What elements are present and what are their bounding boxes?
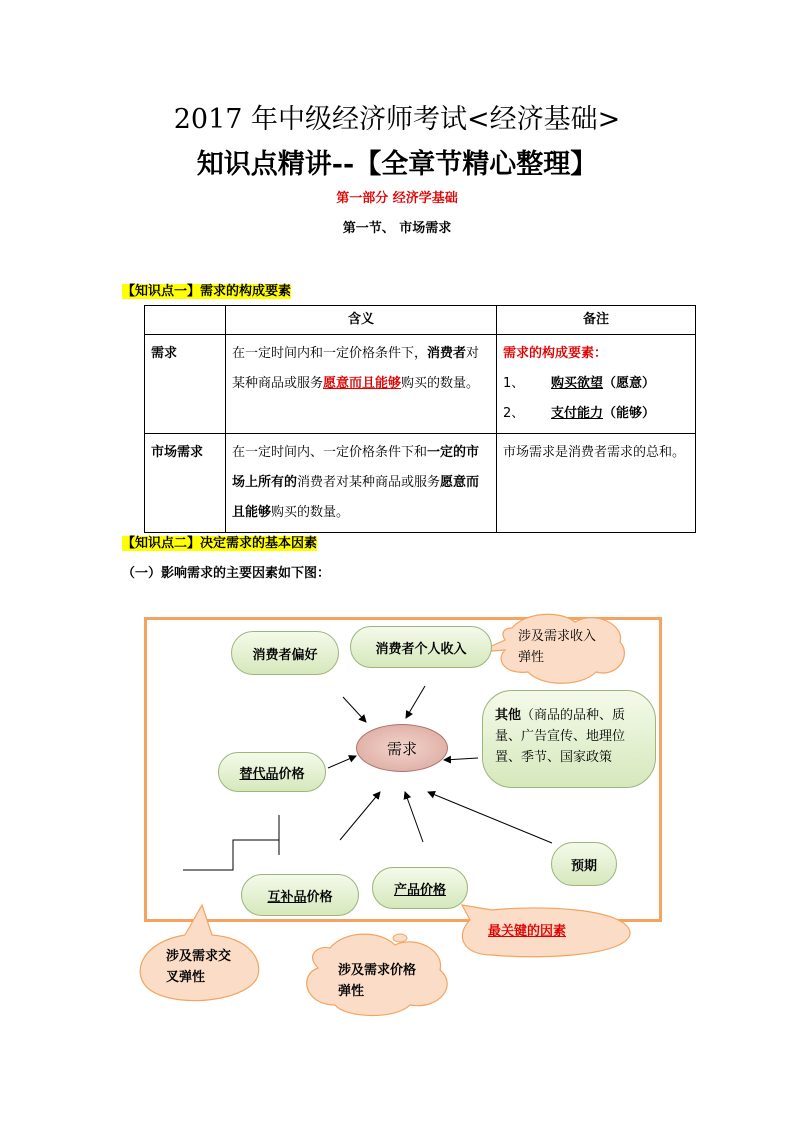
title-line-1: 2017 年中级经济师考试<经济基础> <box>173 104 621 135</box>
complement-price-node: 互补品 价格 <box>241 874 359 916</box>
preference-node: 消费者偏好 <box>231 631 339 675</box>
step-line <box>183 840 279 870</box>
note-item: 2、 支付能力（能够） <box>503 406 656 421</box>
part-heading: 第一部分 经济学基础 <box>336 191 458 206</box>
header-cell-meaning: 含义 <box>226 306 497 335</box>
section-heading: 第一节、 市场需求 <box>342 221 452 236</box>
cross-elasticity-note: 涉及需求交叉弹性 <box>166 949 232 985</box>
arrow-from-substitute <box>328 756 356 768</box>
price-elasticity-note: 涉及需求价格弹性 <box>338 963 417 999</box>
arrow-from-income <box>406 686 425 718</box>
title-line-2: 知识点精讲--【全章节精心整理】 <box>196 149 598 180</box>
others-node: 其他（商品的品种、质量、广告宣传、地理位置、季节、国家政策 <box>482 690 656 788</box>
sub-heading: （一）影响需求的主要因素如下图： <box>122 566 331 581</box>
product-price-node: 产品价格 <box>372 867 468 909</box>
note-demand: 需求的构成要素： 1、 购买欲望（愿意） 2、 支付能力（能够） <box>497 335 696 434</box>
meaning-demand: 在一定时间内和一定价格条件下，消费者对某种商品或服务愿意而且能够购买的数量。 <box>226 335 497 434</box>
key-factor-note: 最关键的因素 <box>488 924 567 939</box>
term-demand: 需求 <box>145 335 226 434</box>
note-market-demand: 市场需求是消费者需求的总和。 <box>497 434 696 533</box>
arrow-from-product-price <box>405 792 423 842</box>
knowledge-point-2-heading: 【知识点二】决定需求的基本因素 <box>122 536 318 551</box>
income-node: 消费者个人收入 <box>350 626 492 668</box>
arrow-from-complement <box>340 792 380 840</box>
header-cell-note: 备注 <box>497 306 696 335</box>
income-elasticity-note: 涉及需求收入弹性 <box>518 629 597 665</box>
demand-center-node: 需求 <box>356 724 448 772</box>
arrow-from-others <box>444 758 478 760</box>
term-market-demand: 市场需求 <box>145 434 226 533</box>
meaning-market-demand: 在一定时间内、一定价格条件下和一定的市场上所有的消费者对某种商品或服务愿意而且能够购买的数量。 <box>226 434 497 533</box>
arrow-from-expectation <box>428 792 552 843</box>
expectation-node: 预期 <box>551 842 617 886</box>
substitute-price-node: 替代品 价格 <box>218 752 326 792</box>
note-item: 1、 购买欲望（愿意） <box>503 376 656 391</box>
knowledge-point-1-heading: 【知识点一】需求的构成要素 <box>122 284 292 299</box>
thought-dot <box>393 934 407 942</box>
arrow-from-preference <box>343 697 366 722</box>
